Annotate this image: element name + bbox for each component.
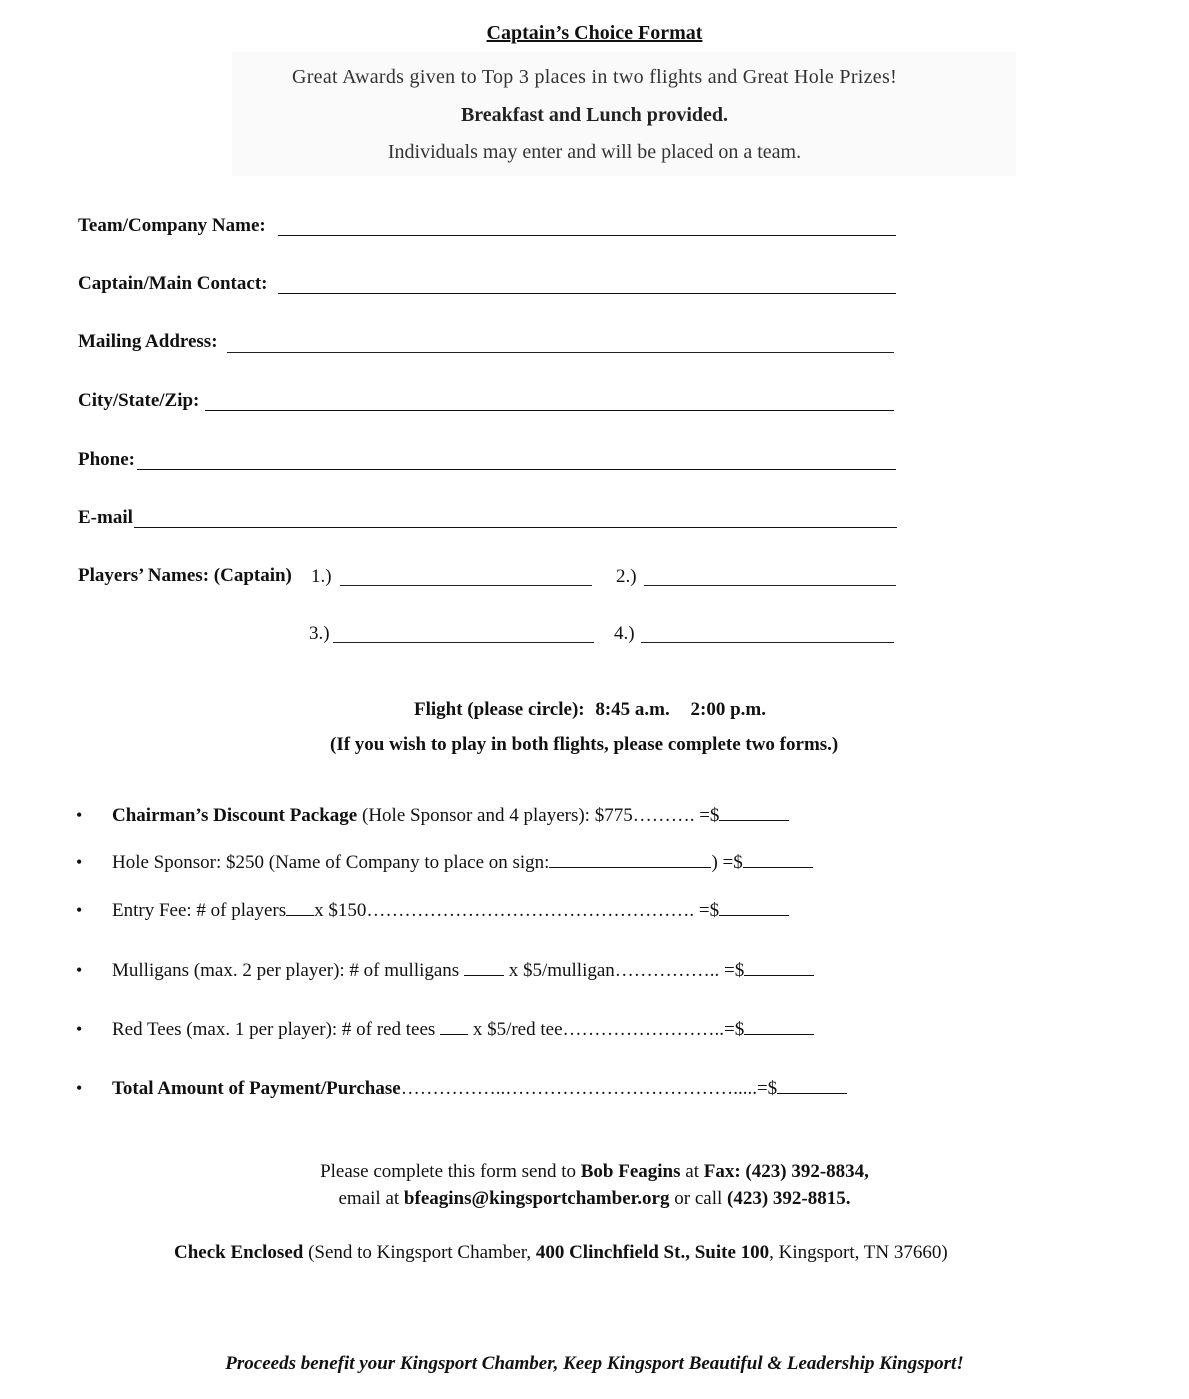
total-amount-blank[interactable] <box>777 1077 847 1094</box>
mulligans-amount-blank[interactable] <box>744 959 814 976</box>
contact-text: or call <box>669 1188 728 1209</box>
hole-sponsor-desc: Hole Sponsor: $250 (Name of Company to place on sign: <box>112 852 550 873</box>
hole-sponsor-amount-blank[interactable] <box>743 851 813 868</box>
contact-text: email at <box>338 1188 404 1209</box>
players-label: Players’ Names: (Captain) <box>78 565 292 586</box>
contact-line-2 <box>0 1188 1189 1210</box>
player-2-number: 2.) <box>616 566 637 587</box>
red-tees-amount-blank[interactable] <box>744 1018 814 1035</box>
contact-text: at <box>680 1161 704 1182</box>
contact-name: Bob Feagins <box>580 1161 681 1182</box>
check-text: (Send to Kingsport Chamber, <box>303 1242 536 1263</box>
phone-input-line[interactable] <box>137 469 896 470</box>
address-input-line[interactable] <box>227 352 894 353</box>
mulligan-count-blank[interactable] <box>464 959 504 976</box>
flight-note: (If you wish to play in both flights, please complete two forms.) <box>330 734 839 755</box>
contact-line-1 <box>0 1161 1189 1183</box>
email-label: E-mail <box>78 507 133 528</box>
mulligans-desc: Mulligans (max. 2 per player): # of mulligans <box>112 960 464 981</box>
flight-label: Flight (please circle): <box>414 699 585 720</box>
city-input-line[interactable] <box>205 410 894 411</box>
form-title: Captain’s Choice Format <box>486 22 703 44</box>
total-item <box>112 1077 847 1100</box>
team-label: Team/Company Name: <box>78 215 266 236</box>
total-title: Total Amount of Payment/Purchase <box>112 1078 401 1099</box>
bullet: • <box>76 805 83 825</box>
bullet: • <box>76 1078 83 1098</box>
team-input-line[interactable] <box>278 235 896 236</box>
player-3-number: 3.) <box>309 623 330 644</box>
chairman-package-title: Chairman’s Discount Package <box>112 805 358 826</box>
meals-line: Breakfast and Lunch provided. <box>460 104 729 126</box>
hole-sponsor-eq: ) =$ <box>711 852 743 873</box>
contact-text: Please complete this form send to <box>320 1161 581 1182</box>
entry-fee-item <box>112 899 789 922</box>
player-4-input-line[interactable] <box>641 642 894 643</box>
chairman-package-desc: (Hole Sponsor and 4 players): $775………. =$ <box>357 805 720 826</box>
bullet: • <box>76 900 83 920</box>
captain-label: Captain/Main Contact: <box>78 273 268 294</box>
captain-input-line[interactable] <box>278 293 896 294</box>
player-1-number: 1.) <box>311 566 332 587</box>
contact-email[interactable]: bfeagins@kingsportchamber.org <box>403 1188 670 1209</box>
chairman-package-item <box>112 804 789 827</box>
red-tees-rate: x $5/red tee……………………..=$ <box>468 1019 745 1040</box>
entry-fee-amount-blank[interactable] <box>719 899 789 916</box>
flight-line <box>414 699 766 721</box>
chairman-amount-blank[interactable] <box>719 804 789 821</box>
player-3-input-line[interactable] <box>333 642 594 643</box>
red-tee-count-blank[interactable] <box>440 1018 468 1035</box>
player-2-input-line[interactable] <box>644 585 896 586</box>
red-tees-item <box>112 1018 814 1041</box>
total-dots: ……………..……………………………….....=$ <box>400 1078 778 1099</box>
check-address: 400 Clinchfield St., Suite 100 <box>535 1242 770 1263</box>
hole-sponsor-item <box>112 851 813 874</box>
city-label: City/State/Zip: <box>78 390 200 411</box>
flight-time-1[interactable]: 8:45 a.m. <box>595 699 670 720</box>
footer-proceeds: Proceeds benefit your Kingsport Chamber, Keep Kingsport Beautiful & Leadership Kingsport! <box>225 1353 964 1374</box>
red-tees-desc: Red Tees (max. 1 per player): # of red tees <box>112 1019 441 1040</box>
check-enclosed-label: Check Enclosed <box>174 1242 304 1263</box>
player-4-number: 4.) <box>614 623 635 644</box>
phone-label: Phone: <box>78 449 135 470</box>
entry-fee-desc: Entry Fee: # of players <box>112 900 287 921</box>
mulligans-rate: x $5/mulligan…………….. =$ <box>503 960 745 981</box>
bullet: • <box>76 1019 83 1039</box>
entry-fee-rate: x $150……………………………………………. =$ <box>314 900 720 921</box>
check-text: , Kingsport, TN 37660) <box>769 1242 948 1263</box>
address-label: Mailing Address: <box>78 331 218 352</box>
check-enclosed-line <box>174 1242 948 1264</box>
mulligans-item <box>112 959 814 982</box>
awards-line: Great Awards given to Top 3 places in two flights and Great Hole Prizes! <box>291 66 898 88</box>
contact-fax: Fax: (423) 392-8834, <box>703 1161 869 1182</box>
bullet: • <box>76 960 83 980</box>
contact-phone: (423) 392-8815. <box>727 1188 851 1209</box>
company-sign-blank[interactable] <box>549 851 711 868</box>
player-1-input-line[interactable] <box>340 585 592 586</box>
flight-time-2[interactable]: 2:00 p.m. <box>690 699 766 720</box>
email-input-line[interactable] <box>134 527 897 528</box>
player-count-blank[interactable] <box>286 899 314 916</box>
individuals-line: Individuals may enter and will be placed on a team. <box>387 141 802 163</box>
bullet: • <box>76 852 83 872</box>
